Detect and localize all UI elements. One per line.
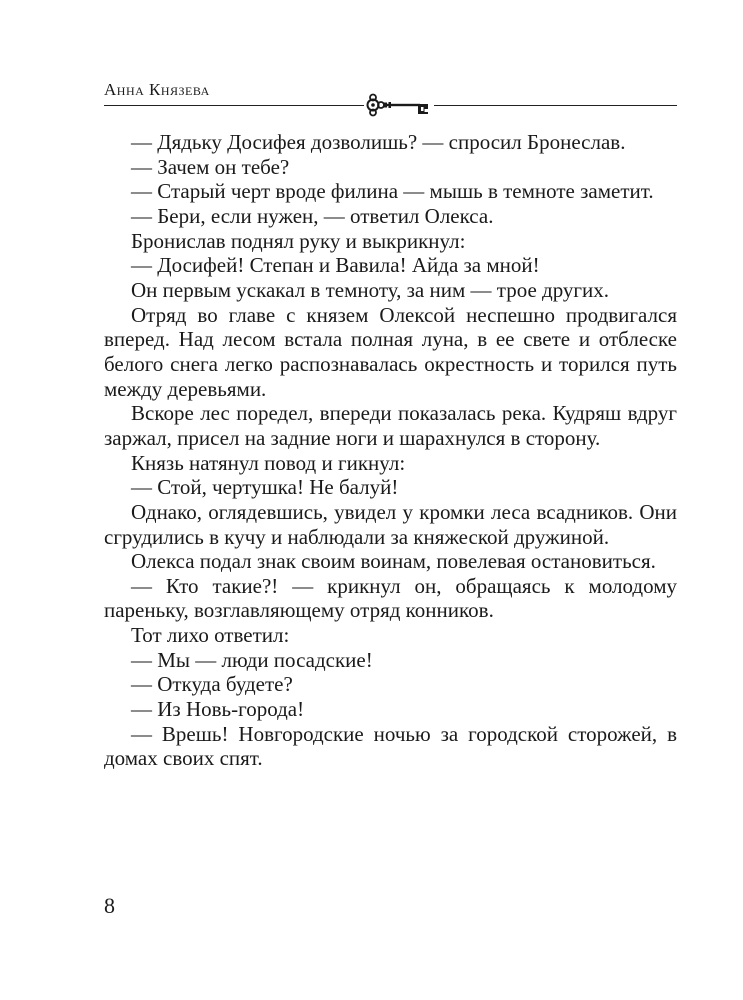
paragraph: Однако, оглядевшись, увидел у кромки леса всадников. Они сгрудились в кучу и наблюдали за княжеской дружиной.	[104, 499, 677, 549]
running-head-author: Анна Князева	[104, 80, 210, 99]
paragraph: — Кто такие?! — крикнул он, обращаясь к молодому пареньку, возглавляющему отряд конников.	[104, 573, 677, 623]
paragraph: — Досифей! Степан и Вавила! Айда за мной!	[131, 253, 540, 278]
paragraph: — Откуда будете?	[131, 672, 293, 697]
paragraph: Тот лихо ответил:	[131, 623, 290, 648]
paragraph: Князь натянул повод и гикнул:	[131, 450, 406, 475]
page-number: 8	[104, 893, 115, 918]
paragraph: — Бери, если нужен, — ответил Олекса.	[131, 203, 494, 228]
paragraph: — Зачем он тебе?	[131, 154, 290, 179]
paragraph: — Мы — люди посадские!	[131, 647, 373, 672]
paragraph: — Стой, чертушка! Не балуй!	[131, 475, 399, 500]
paragraph: Он первым ускакал в темноту, за ним — трое других.	[131, 277, 610, 302]
paragraph: — Старый черт вроде филина — мышь в темноте заметит.	[131, 179, 654, 204]
paragraph: Олекса подал знак своим воинам, повелевая остановиться.	[131, 549, 656, 574]
paragraph: — Врешь! Новгородские ночью за городской сторожей, в домах своих спят.	[104, 721, 677, 771]
paragraph: — Из Новь-города!	[131, 697, 305, 722]
body-text	[104, 130, 677, 771]
paragraph: Вскоре лес поредел, впереди показалась река. Кудряш вдруг заржал, присел на задние ноги и шарахнулся в сторону.	[104, 401, 677, 450]
paragraph: Отряд во главе с князем Олексой неспешно продвигался вперед. Над лесом встала полная луна, в ее свете и отблеске белого снега легко распознавалась окрестность и торился путь между деревьями.	[104, 302, 677, 401]
paragraph: Бронислав поднял руку и выкрикнул:	[131, 228, 466, 253]
paragraph: — Дядьку Досифея дозволишь? — спросил Бронеслав.	[131, 130, 626, 154]
key-ornament-icon	[364, 93, 434, 117]
